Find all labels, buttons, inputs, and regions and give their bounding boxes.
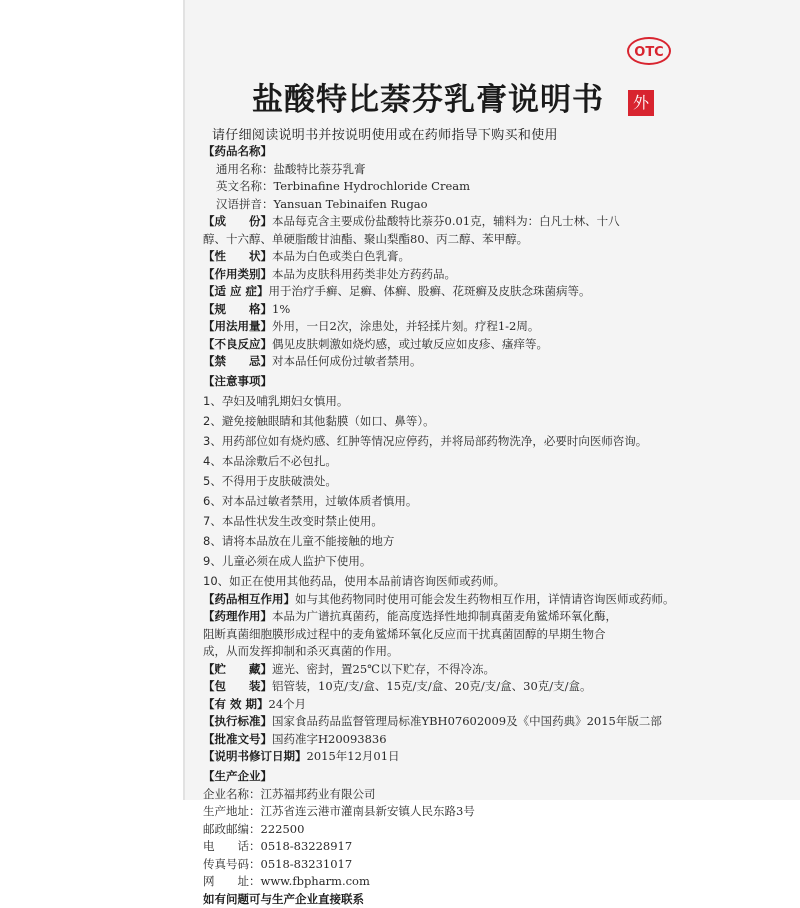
pharmacology-continued: 阻断真菌细胞膜形成过程中的麦角鲨烯环氧化反应而干扰真菌固醇的早期生物合 <box>203 626 703 644</box>
standard-row <box>203 713 703 731</box>
category-label: 【作用类别】 <box>203 267 272 281</box>
approval-row <box>203 731 703 749</box>
storage-label: 【贮 藏】 <box>203 662 272 676</box>
contraindications-value: 对本品任何成份过敏者禁用。 <box>272 354 422 368</box>
properties-value: 本品为白色或类白色乳膏。 <box>272 249 410 263</box>
approval-value: 国药准字H20093836 <box>272 732 387 746</box>
interactions-row <box>203 591 703 609</box>
company-postcode: 邮政邮编：222500 <box>203 821 703 839</box>
indications-row <box>203 283 703 301</box>
company-fax: 传真号码：0518-83231017 <box>203 856 703 874</box>
drug-name-heading: 【药品名称】 <box>203 143 703 161</box>
composition-continued: 醇、十六醇、单硬脂酸甘油酯、聚山梨酯80、丙二醇、苯甲醇。 <box>203 231 703 249</box>
leaflet-content <box>203 143 703 908</box>
precaution-item: 9、儿童必须在成人监护下使用。 <box>203 551 703 571</box>
storage-value: 遮光、密封，置25℃以下贮存，不得冷冻。 <box>272 662 495 676</box>
precautions-heading: 【注意事项】 <box>203 371 703 391</box>
pharmacology-label: 【药理作用】 <box>203 609 272 623</box>
package-label: 【包 装】 <box>203 679 272 693</box>
instruction-subtitle: 请仔细阅读说明书并按说明使用或在药师指导下购买和使用 <box>212 124 558 143</box>
indications-value: 用于治疗手癣、足癣、体癣、股癣、花斑癣及皮肤念珠菌病等。 <box>269 284 591 298</box>
composition-label: 【成 份】 <box>203 214 272 228</box>
interactions-value: 如与其他药物同时使用可能会发生药物相互作用，详情请咨询医师或药师。 <box>295 592 675 606</box>
adverse-label: 【不良反应】 <box>203 337 272 351</box>
sheet-edge <box>183 0 185 800</box>
precaution-item: 10、如正在使用其他药品，使用本品前请咨询医师或药师。 <box>203 571 703 591</box>
otc-badge: OTC <box>627 37 671 65</box>
company-phone: 电 话：0518-83228917 <box>203 838 703 856</box>
properties-row <box>203 248 703 266</box>
properties-label: 【性 状】 <box>203 249 272 263</box>
interactions-label: 【药品相互作用】 <box>203 592 295 606</box>
contact-note: 如有问题可与生产企业直接联系 <box>203 891 703 908</box>
precaution-item: 1、孕妇及哺乳期妇女慎用。 <box>203 391 703 411</box>
revision-row <box>203 748 703 766</box>
external-use-badge: 外 <box>628 90 654 116</box>
storage-row <box>203 661 703 679</box>
usage-value: 外用，一日2次，涂患处，并轻揉片刻。疗程1-2周。 <box>272 319 539 333</box>
standard-label: 【执行标准】 <box>203 714 272 728</box>
specification-value: 1% <box>272 302 290 316</box>
manufacturer-heading: 【生产企业】 <box>203 766 703 786</box>
contraindications-label: 【禁 忌】 <box>203 354 272 368</box>
usage-row <box>203 318 703 336</box>
approval-label: 【批准文号】 <box>203 732 272 746</box>
precaution-item: 6、对本品过敏者禁用，过敏体质者慎用。 <box>203 491 703 511</box>
company-address: 生产地址：江苏省连云港市灌南县新安镇人民东路3号 <box>203 803 703 821</box>
pharmacology-value: 本品为广谱抗真菌药，能高度选择性地抑制真菌麦角鲨烯环氧化酶， <box>272 609 617 623</box>
validity-label: 【有 效 期】 <box>203 697 269 711</box>
contraindications-row <box>203 353 703 371</box>
precaution-item: 5、不得用于皮肤破溃处。 <box>203 471 703 491</box>
precaution-item: 7、本品性状发生改变时禁止使用。 <box>203 511 703 531</box>
usage-label: 【用法用量】 <box>203 319 272 333</box>
standard-value: 国家食品药品监督管理局标准YBH07602009及《中国药典》2015年版二部 <box>272 714 662 728</box>
validity-row <box>203 696 703 714</box>
specification-row <box>203 301 703 319</box>
category-row <box>203 266 703 284</box>
pharmacology-continued: 成，从而发挥抑制和杀灭真菌的作用。 <box>203 643 703 661</box>
pinyin-name: 汉语拼音：Yansuan Tebinaifen Rugao <box>203 196 703 214</box>
adverse-value: 偶见皮肤刺激如烧灼感，或过敏反应如皮疹、瘙痒等。 <box>272 337 548 351</box>
revision-value: 2015年12月01日 <box>307 749 400 763</box>
company-website: 网 址：www.fbpharm.com <box>203 873 703 891</box>
composition-row <box>203 213 703 231</box>
specification-label: 【规 格】 <box>203 302 272 316</box>
precaution-item: 2、避免接触眼睛和其他黏膜（如口、鼻等）。 <box>203 411 703 431</box>
document-title: 盐酸特比萘芬乳膏说明书 <box>252 74 604 119</box>
english-name: 英文名称：Terbinafine Hydrochloride Cream <box>203 178 703 196</box>
adverse-row <box>203 336 703 354</box>
category-value: 本品为皮肤科用药类非处方药药品。 <box>272 267 456 281</box>
pharmacology-row <box>203 608 703 626</box>
company-name: 企业名称：江苏福邦药业有限公司 <box>203 786 703 804</box>
common-name: 通用名称：盐酸特比萘芬乳膏 <box>203 161 703 179</box>
precaution-item: 4、本品涂敷后不必包扎。 <box>203 451 703 471</box>
indications-label: 【适 应 症】 <box>203 284 269 298</box>
validity-value: 24个月 <box>269 697 307 711</box>
revision-label: 【说明书修订日期】 <box>203 749 307 763</box>
precaution-item: 8、请将本品放在儿童不能接触的地方 <box>203 531 703 551</box>
composition-value: 本品每克含主要成份盐酸特比萘芬0.01克，辅料为：白凡士林、十八 <box>272 214 620 228</box>
precaution-item: 3、用药部位如有烧灼感、红肿等情况应停药，并将局部药物洗净，必要时向医师咨询。 <box>203 431 703 451</box>
package-value: 铝管装，10克/支/盒、15克/支/盒、20克/支/盒、30克/支/盒。 <box>272 679 592 693</box>
package-row <box>203 678 703 696</box>
